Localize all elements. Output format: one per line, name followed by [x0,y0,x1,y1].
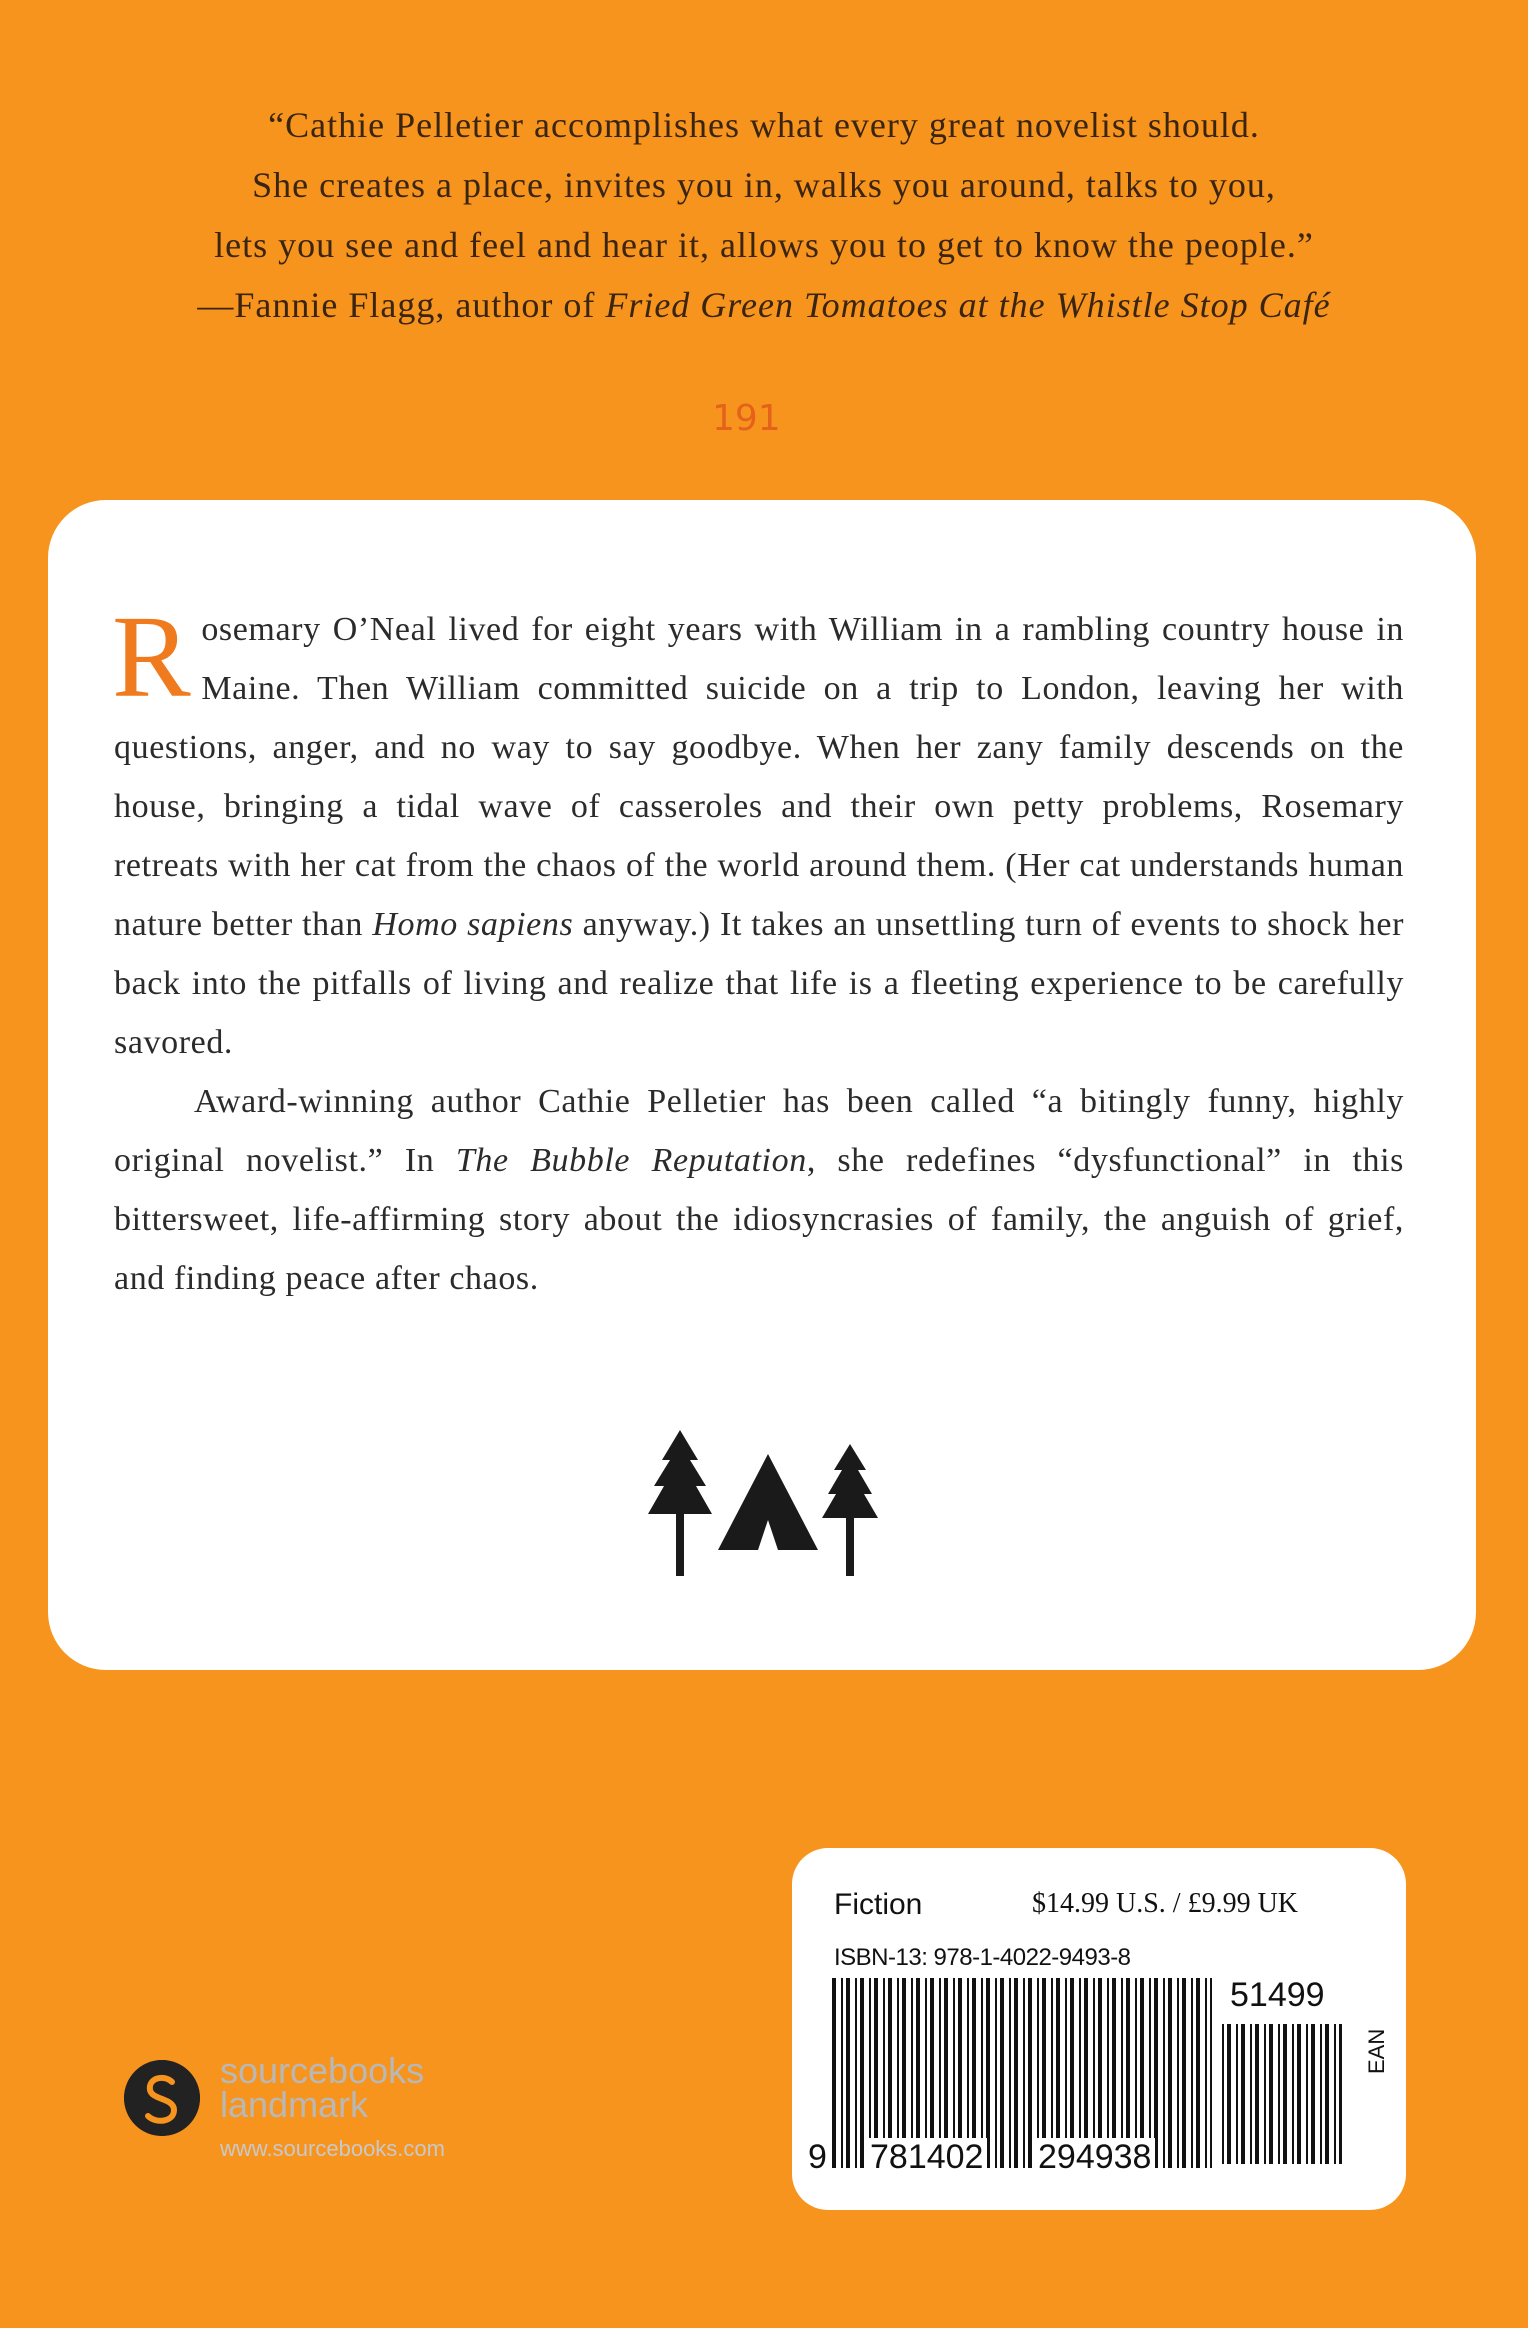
p2-end: , she redefines “dysfunctional” in this bittersweet, life-affirming story about the idiosyncrasies of family, the anguish of grief, and finding peace after chaos. [114,1142,1405,1297]
quote-line-1: “Cathie Pelletier accomplishes what every great novelist should. [268,105,1260,145]
ean-label: EAN [1364,2028,1389,2074]
book-description [112,591,1405,1308]
quote-attribution [40,275,1488,335]
price-label: $14.99 U.S. / £9.99 UK [1032,1888,1299,1919]
genre-label: Fiction [834,1888,923,1921]
attribution-text: —Fannie Flagg, author of [197,285,596,325]
description-paragraph-2 [114,1072,1404,1308]
isbn-label: ISBN-13: 978-1-4022-9493-8 [834,1944,1131,1971]
handwritten-mark: 191 [712,398,781,439]
addon-barcode [1222,2024,1342,2164]
trees-and-tent-icon [640,1430,890,1580]
p2-italic: The Bubble Reputation [455,1142,807,1179]
attribution-book-title: Fried Green Tomatoes at the Whistle Stop Café [605,285,1331,325]
drop-cap: R [112,591,192,722]
p1-italic: Homo sapiens [372,906,574,943]
price-addon-number: 51499 [1230,1976,1325,2014]
barcode-digits-left: 781402 [866,2138,987,2177]
publisher-url: www.sourcebooks.com [220,2136,445,2161]
p1-end: anyway.) It takes an unsettling turn of events to shock her back into the pitfalls of living and realize that life is a fleeting experience to be carefully savored. [114,906,1404,1061]
publisher-name-line-1: sourcebooks [220,2050,425,2091]
description-paragraph-1 [112,591,1404,1072]
p1-text: osemary O’Neal lived for eight years with William in a rambling country house in Maine. Then William committed suicide on a trip to London, leaving her with questions, anger, and no way to say goodbye. When her zany family descends on the house, bringing a tidal wave of casseroles and their own petty problems, Rosemary retreats with her cat from the chaos of the world around them. (Her cat understands human nature better than [114,611,1404,943]
barcode-digit-first: 9 [808,2138,827,2176]
publisher-name-line-2: landmark [220,2084,369,2125]
endorsement-quote [40,95,1488,335]
p2-text: Award-winning author Cathie Pelletier has been called “a bitingly funny, highly original novelist.” In [114,1083,1404,1179]
quote-line-2: She creates a place, invites you in, walks you around, talks to you, [252,165,1276,205]
description-panel [48,500,1476,1670]
quote-line-3: lets you see and feel and hear it, allows you to get to know the people.” [214,225,1314,265]
barcode-box [792,1848,1406,2210]
barcode-digits-right: 294938 [1034,2138,1155,2177]
publisher-name [220,2050,425,2125]
sourcebooks-logo-icon [124,2060,200,2136]
